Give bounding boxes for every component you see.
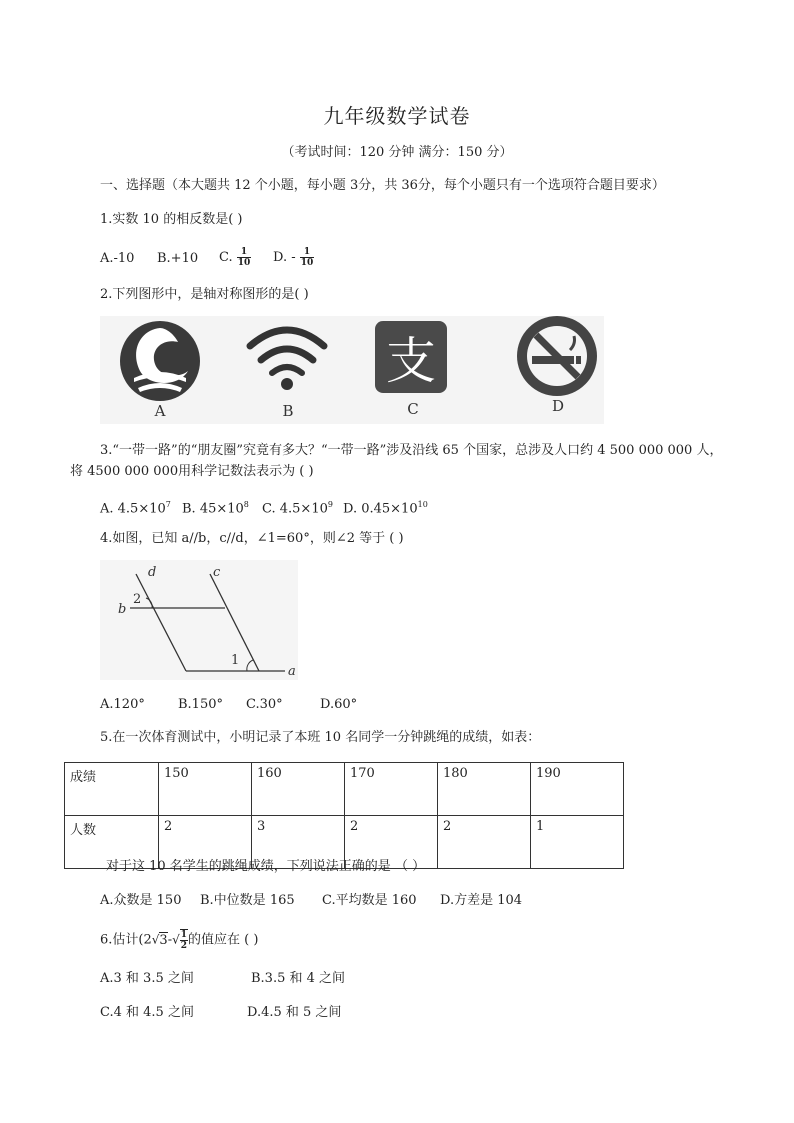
q6-half-num: 1	[180, 930, 188, 940]
q1-option-d-prefix: D. -	[273, 250, 296, 265]
q5-option-d: D.方差是 104	[440, 893, 523, 908]
q3-c-exp: 9	[327, 500, 333, 509]
q6-half-fraction	[180, 929, 188, 951]
table-cell: 160	[252, 763, 345, 816]
question-1-stem: 1.实数 10 的相反数是( )	[100, 212, 243, 227]
label-angle-1: 1	[231, 653, 240, 668]
q2-label-b: B	[282, 402, 294, 420]
q1-option-c	[219, 247, 251, 268]
q3-c-base: C. 4.5×10	[262, 501, 328, 517]
label-angle-2: 2	[133, 592, 142, 607]
table-cell: 3	[252, 816, 345, 869]
q6-stem-suffix: 的值应在 ( )	[188, 932, 259, 948]
q6-option-c: C.4 和 4.5 之间	[100, 1005, 194, 1020]
q1-option-b: B.+10	[157, 251, 199, 266]
section-heading: 一、选择题（本大题共 12 个小题，每小题 3分，共 36分，每个小题只有一个选项符合题目要求）	[100, 178, 665, 193]
q1-option-d	[273, 247, 314, 268]
q1-d-denominator: 10	[300, 258, 314, 268]
alipay-logo-icon	[375, 321, 447, 393]
q3-option-a	[100, 496, 171, 518]
question-4-stem: 4.如图，已知 a//b，c//d，∠1=60°，则∠2 等于 ( )	[100, 531, 404, 546]
wifi-icon	[250, 330, 324, 390]
question-2-stem: 2.下列图形中，是轴对称图形的是( )	[100, 287, 309, 302]
q1-c-numerator: 1	[237, 247, 252, 258]
question-3-line1: 3.“一带一路”的“朋友圈”究竟有多大？“一带一路”涉及沿线 65 个国家，总涉及人口约 4 500 000 000 人，	[100, 443, 723, 458]
q1-option-c-fraction	[237, 247, 252, 268]
sqrt-sign-icon: √	[151, 932, 160, 947]
q1-c-denominator: 10	[237, 258, 251, 268]
page-title: 九年级数学试卷	[323, 104, 471, 128]
q4-option-b: B.150°	[178, 697, 223, 712]
question-3-line2: 将 4500 000 000用科学记数法表示为 ( )	[70, 464, 314, 479]
q6-option-d: D.4.5 和 5 之间	[247, 1005, 342, 1020]
exam-info: （考试时间：120 分钟 满分：150 分）	[281, 145, 513, 160]
q3-b-base: B. 45×10	[182, 501, 244, 517]
q2-label-a: A	[154, 402, 166, 420]
table-cell: 150	[159, 763, 252, 816]
q6-option-b: B.3.5 和 4 之间	[251, 971, 346, 986]
q3-d-base: D. 0.45×10	[343, 501, 418, 517]
table-cell: 190	[531, 763, 624, 816]
q6-half-den: 2	[180, 941, 188, 951]
q3-option-c	[262, 496, 333, 518]
q2-figure-strip	[100, 316, 604, 424]
table-cell: 180	[438, 763, 531, 816]
q2-figures-svg	[100, 316, 604, 424]
question-5-stem: 5.在一次体育测试中，小明记录了本班 10 名同学一分钟跳绳的成绩，如表：	[100, 730, 541, 745]
q1-option-c-prefix: C.	[219, 250, 233, 265]
angle-1-arc	[247, 660, 253, 671]
question-5-question: 对于这 10 名学生的跳绳成绩，下列说法正确的是 （ ）	[106, 859, 426, 874]
q5-option-b: B.中位数是 165	[200, 893, 295, 908]
q5-option-c: C.平均数是 160	[322, 893, 417, 908]
score-table	[64, 762, 624, 869]
table-cell: 170	[345, 763, 438, 816]
table-cell: 2	[438, 816, 531, 869]
table-cell: 2	[159, 816, 252, 869]
q1-d-numerator: 1	[300, 247, 315, 258]
label-c: c	[213, 565, 221, 580]
q2-label-d: D	[551, 397, 565, 415]
table-cell: 1	[531, 816, 624, 869]
q3-d-exp: 10	[417, 500, 428, 509]
q4-option-c: C.30°	[246, 697, 283, 712]
q4-option-a: A.120°	[100, 697, 145, 712]
q6-option-a: A.3 和 3.5 之间	[100, 971, 194, 986]
q3-a-exp: 7	[165, 500, 171, 509]
label-d: d	[148, 565, 157, 580]
q3-option-d	[343, 496, 428, 518]
q2-label-c: C	[407, 400, 419, 418]
table-cell: 2	[345, 816, 438, 869]
q6-minus: -	[167, 932, 173, 948]
q6-sqrt3: 3	[159, 932, 168, 948]
table-cell: 人数	[65, 816, 159, 869]
q5-option-a: A.众数是 150	[100, 893, 182, 908]
alipay-char: 支	[386, 332, 436, 390]
q1-option-a: A.-10	[100, 251, 135, 266]
table-cell: 成绩	[65, 763, 159, 816]
label-b: b	[118, 602, 127, 617]
q4-figure	[100, 560, 298, 680]
logo-a-icon	[120, 321, 200, 401]
q3-a-base: A. 4.5×10	[100, 501, 166, 517]
q6-stem-prefix: 6.估计(2	[100, 932, 152, 948]
q1-option-d-fraction	[300, 247, 315, 268]
q4-option-d: D.60°	[320, 697, 358, 712]
q3-option-b	[182, 496, 249, 518]
q3-b-exp: 8	[243, 500, 249, 509]
label-a: a	[288, 664, 296, 679]
sqrt-sign-icon: √	[172, 932, 180, 947]
q4-figure-svg	[100, 560, 298, 680]
angle-2-arc	[146, 598, 152, 608]
line-d	[136, 574, 186, 671]
no-smoking-icon	[517, 316, 597, 396]
table-row	[65, 763, 624, 816]
question-6-stem	[100, 929, 258, 951]
